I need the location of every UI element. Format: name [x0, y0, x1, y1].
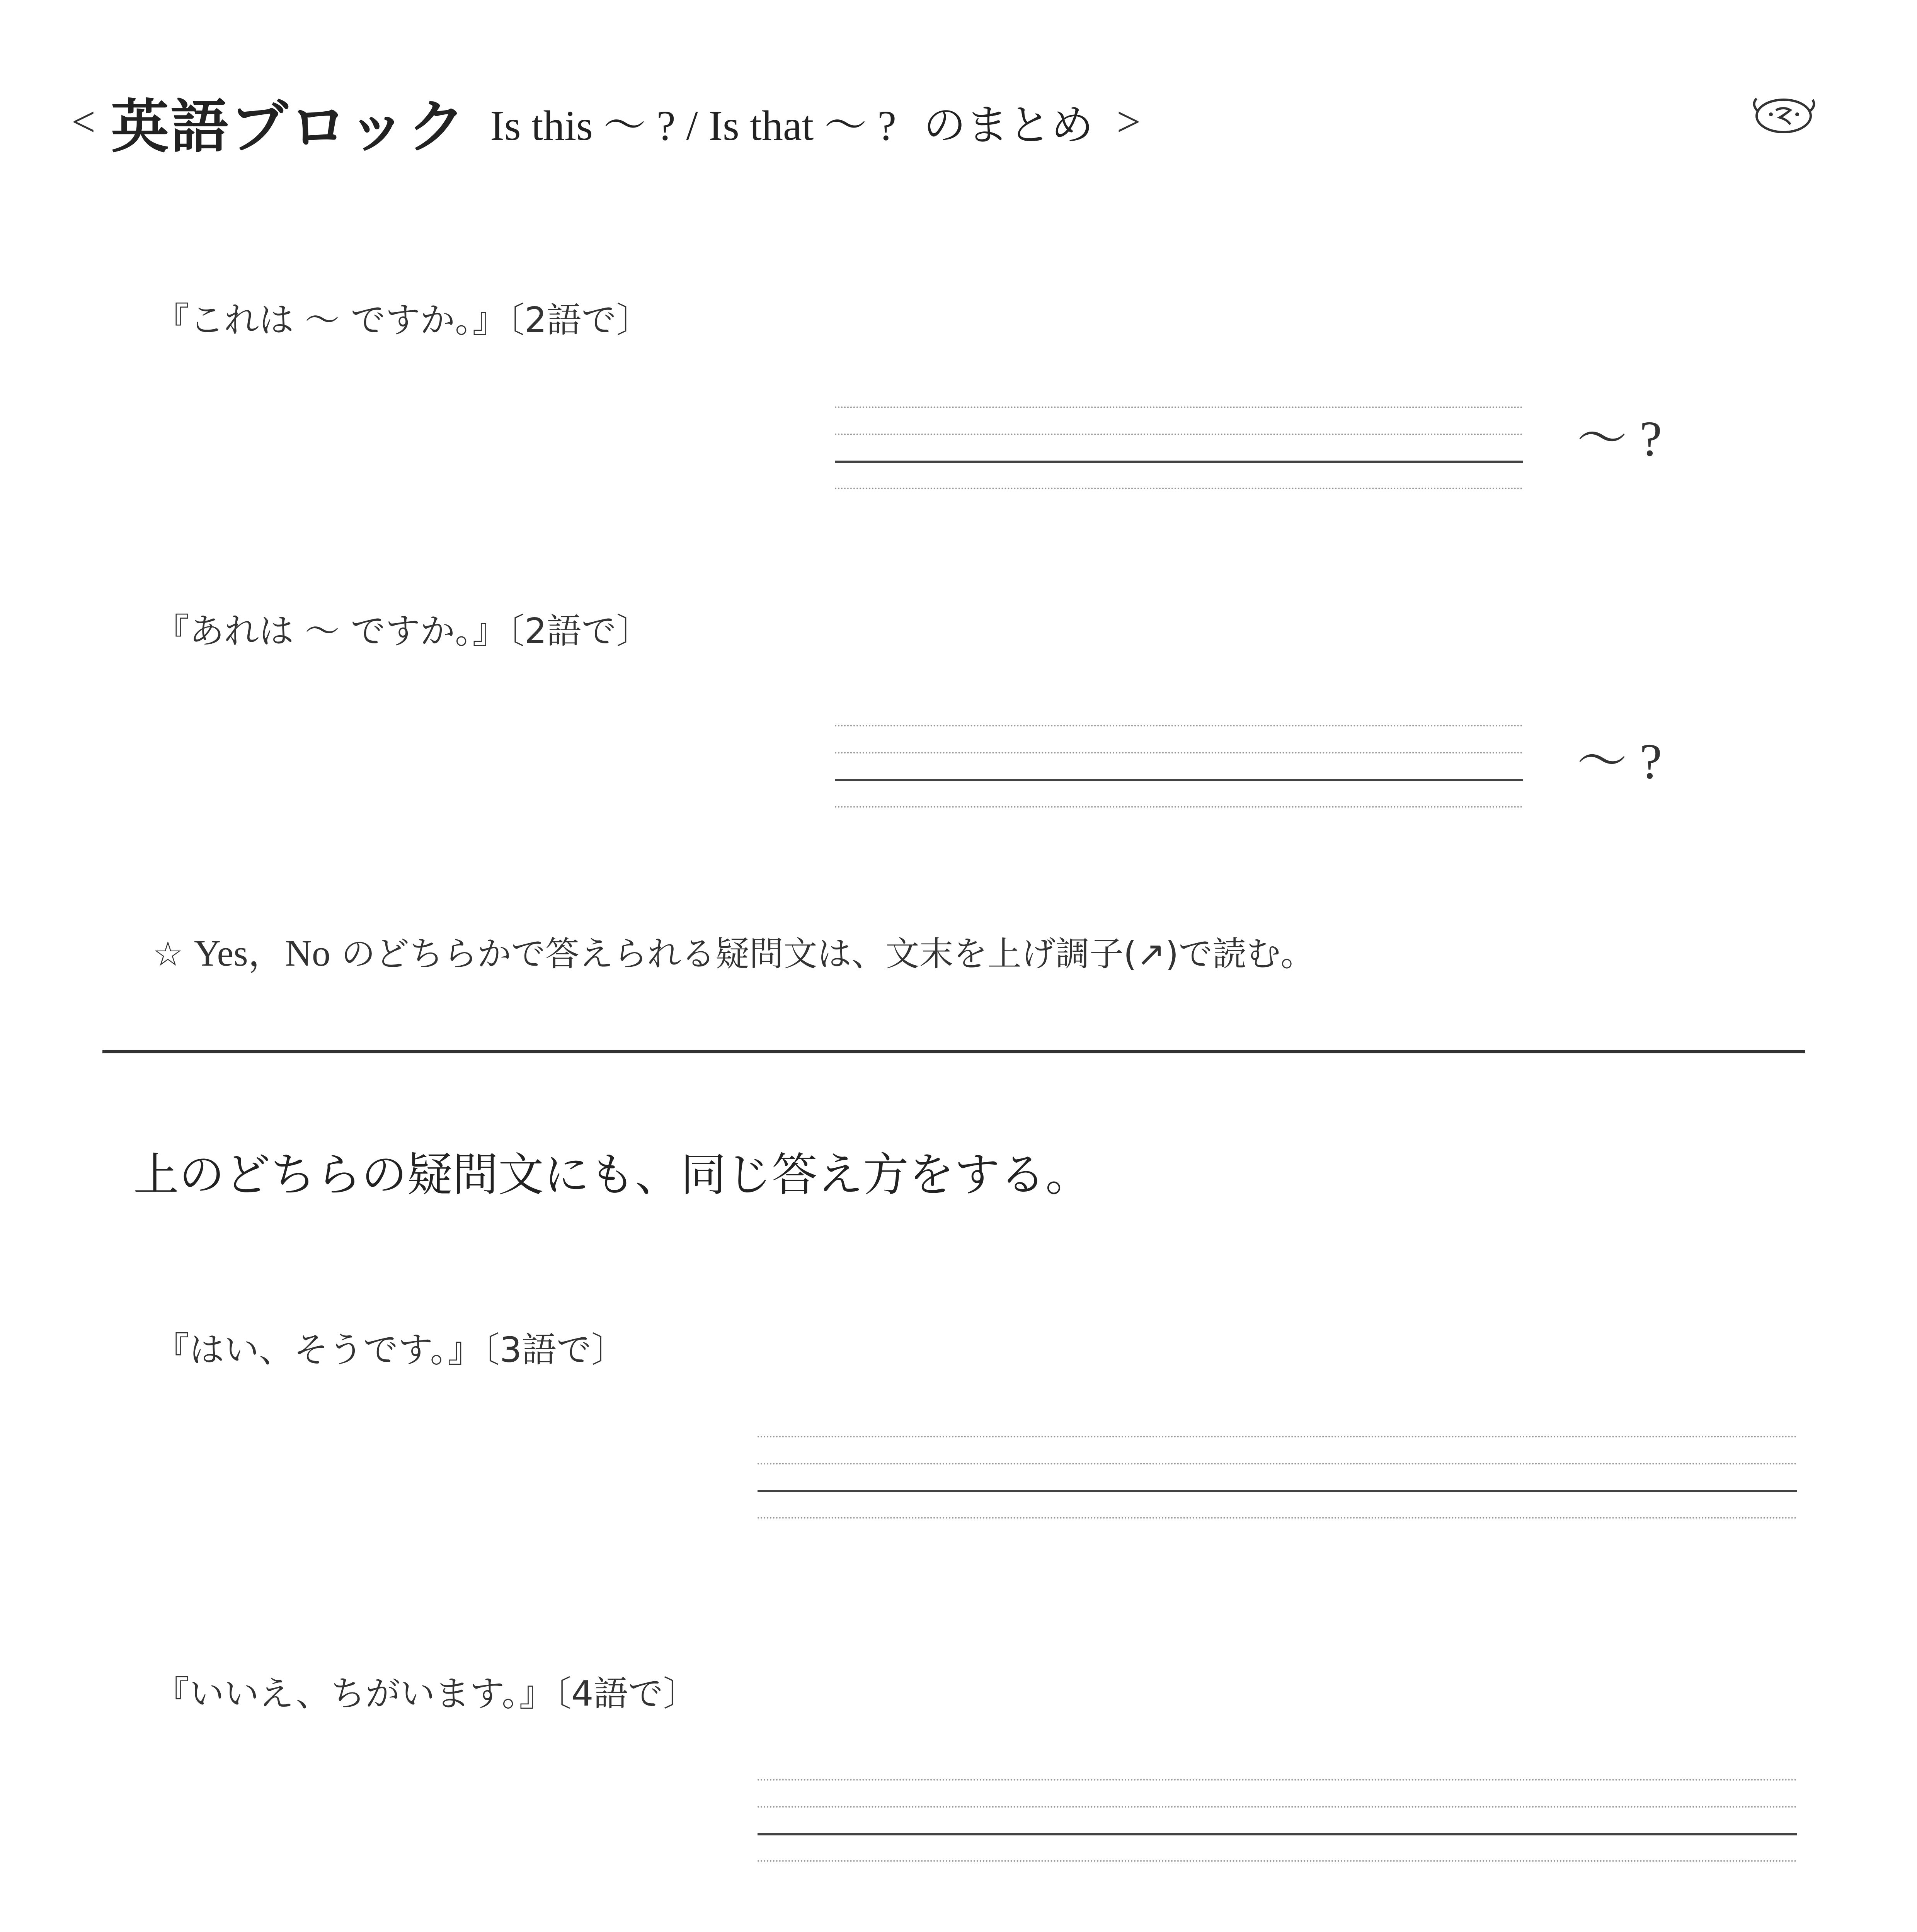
- header-close-bracket: >: [1117, 98, 1141, 145]
- guide-line-top: [835, 406, 1523, 408]
- guide-line-base: [835, 461, 1523, 463]
- answer-lines-yes[interactable]: [758, 1436, 1797, 1521]
- question-prompt-this: 『これは ～ ですか。』〔2語で〕: [155, 300, 651, 340]
- note-text: のどちらかで答えられる疑問文は、文末を上げ調子(↗)で読む。: [341, 934, 1315, 974]
- brand-logo-text: 英語ブロック: [111, 94, 467, 161]
- answer-lines-that-question[interactable]: [835, 725, 1523, 810]
- intonation-note: [153, 923, 1314, 976]
- section-divider: [102, 1050, 1805, 1053]
- answer-prompt-yes: 『はい、そうです。』〔3語で〕: [155, 1330, 627, 1370]
- answers-section-heading: 上のどちらの疑問文にも、同じ答え方をする。: [133, 1148, 1091, 1201]
- guide-line-bottom: [835, 806, 1523, 808]
- star-icon: ☆: [153, 934, 183, 974]
- page-header: [72, 83, 1141, 160]
- guide-line-base: [758, 1833, 1797, 1835]
- guide-line-middle: [758, 1463, 1797, 1464]
- header-open-bracket: <: [72, 98, 96, 145]
- question-suffix-this: ～ ?: [1577, 411, 1662, 467]
- question-prompt-that: 『あれは ～ ですか。』〔2語で〕: [155, 611, 651, 651]
- note-yes-no: Yes，No: [194, 932, 330, 974]
- header-title-japanese: のまとめ: [923, 100, 1094, 150]
- guide-line-bottom: [835, 488, 1523, 489]
- guide-line-top: [758, 1779, 1797, 1781]
- answer-prompt-no-four-words: 『いいえ、ちがいます。』〔4語で〕: [155, 1673, 698, 1714]
- guide-line-bottom: [758, 1517, 1797, 1519]
- header-title-english: Is this ～ ? / Is that ～ ?: [490, 102, 897, 149]
- guide-line-middle: [835, 434, 1523, 435]
- answer-lines-this-question[interactable]: [835, 406, 1523, 492]
- question-suffix-that: ～ ?: [1577, 734, 1662, 789]
- guide-line-bottom: [758, 1860, 1797, 1862]
- mascot-face-icon: [1747, 89, 1820, 139]
- guide-line-top: [758, 1436, 1797, 1437]
- guide-line-top: [835, 725, 1523, 726]
- answer-lines-no-four-words[interactable]: [758, 1779, 1797, 1864]
- guide-line-base: [758, 1490, 1797, 1492]
- guide-line-middle: [835, 752, 1523, 753]
- guide-line-base: [835, 779, 1523, 781]
- guide-line-middle: [758, 1806, 1797, 1808]
